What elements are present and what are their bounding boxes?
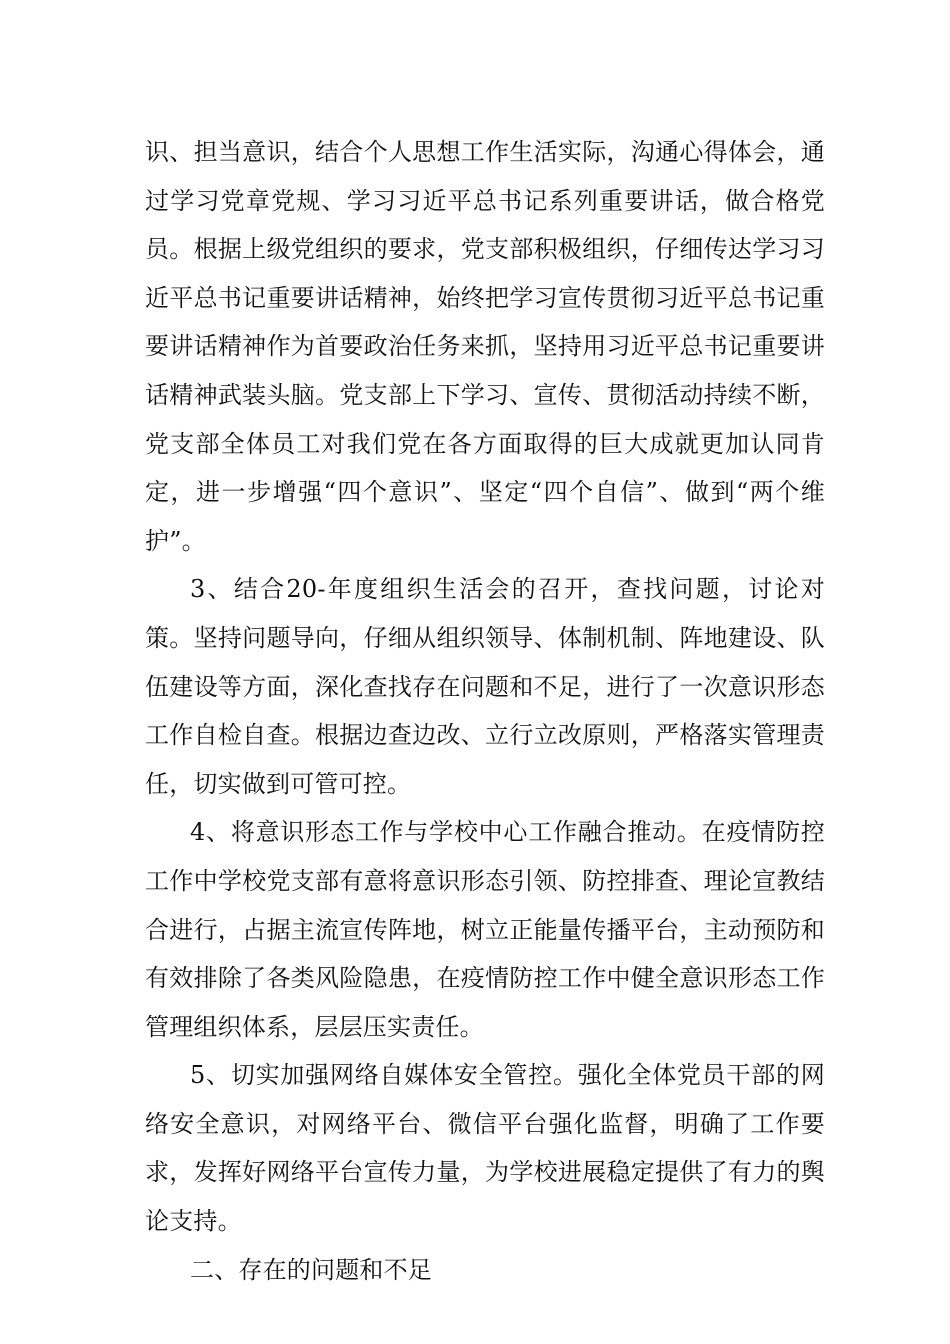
- paragraph-item-3: 3、结合20-年度组织生活会的召开，查找问题，讨论对策。坚持问题导向，仔细从组织领导、体制机制、阵地建设、队伍建设等方面，深化查找存在问题和不足，进行了一次意识形态工作自检自查。根据边查边改、立行立改原则，严格落实管理责任，切实做到可管可控。: [145, 575, 825, 798]
- section-heading-problems: 二、存在的问题和不足: [190, 1255, 432, 1284]
- document-body: [145, 128, 825, 1294]
- paragraph-item-4: 4、将意识形态工作与学校中心工作融合推动。在疫情防控工作中学校党支部有意将意识形态引领、防控排查、理论宣教结合进行，占据主流宣传阵地，树立正能量传播平台，主动预防和有效排除了各类风险隐患，在疫情防控工作中健全意识形态工作管理组织体系，层层压实责任。: [145, 818, 825, 1041]
- paragraph-item-5: 5、切实加强网络自媒体安全管控。强化全体党员干部的网络安全意识，对网络平台、微信平台强化监督，明确了工作要求，发挥好网络平台宣传力量，为学校进展稳定提供了有力的舆论支持。: [145, 1061, 825, 1236]
- paragraph-continuation: 识、担当意识，结合个人思想工作生活实际，沟通心得体会，通过学习党章党规、学习习近平总书记系列重要讲话，做合格党员。根据上级党组织的要求，党支部积极组织，仔细传达学习习近平总书记重要讲话精神，始终把学习宣传贯彻习近平总书记重要讲话精神作为首要政治任务来抓，坚持用习近平总书记重要讲话精神武装头脑。党支部上下学习、宣传、贯彻活动持续不断，党支部全体员工对我们党在各方面取得的巨大成就更加认同肯定，进一步增强“四个意识”、坚定“四个自信”、做到“两个维护”。: [145, 138, 825, 555]
